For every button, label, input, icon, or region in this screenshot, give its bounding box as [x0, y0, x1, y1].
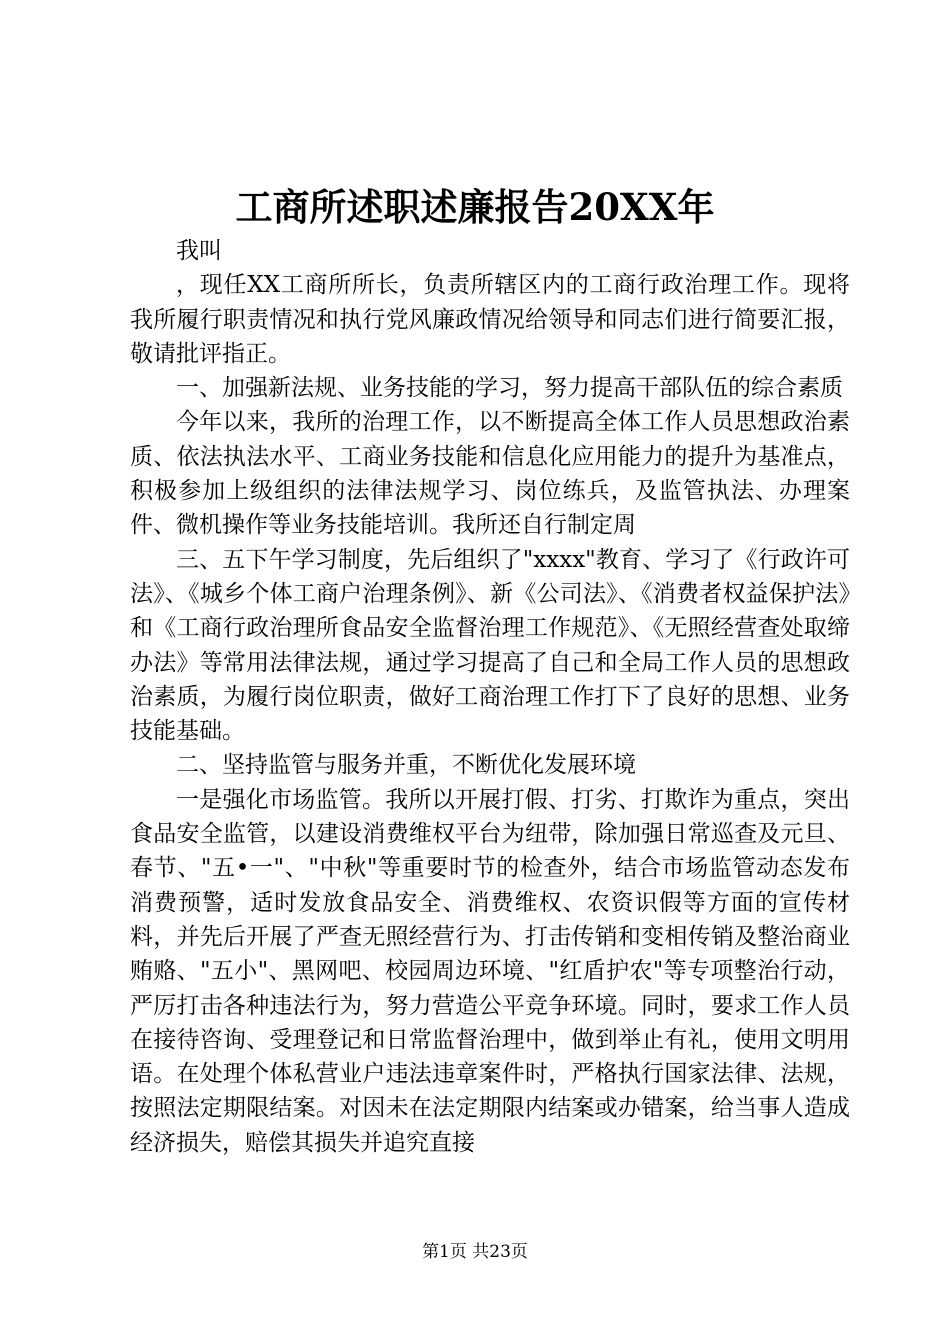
document-title: 工商所述职述廉报告20XX年	[235, 185, 715, 229]
paragraph-study: 今年以来，我所的治理工作，以不断提高全体工作人员思想政治素质、依法执法水平、工商业务技能和信息化应用能力的提升为基准点，积极参加上级组织的法律法规学习、岗位练兵，及监管执法、办理案件、微机操作等业务技能培训。我所还自行制定周	[130, 409, 850, 539]
paragraph-market-supervision: 一是强化市场监管。我所以开展打假、打劣、打欺诈为重点，突出食品安全监管，以建设消费维权平台为纽带，除加强日常巡查及元旦、春节、"五•一"、"中秋"等重要时节的检查外，结合市场监管动态发布消费预警，适时发放食品安全、消费维权、农资识假等方面的宣传材料，并先后开展了严查无照经营行为、打击传销和变相传销及整治商业贿赂、"五小"、黑网吧、校园周边环境、"红盾护农"等专项整治行动，严厉打击各种违法行为，努力营造公平竞争环境。同时，要求工作人员在接待咨询、受理登记和日常监督治理中，做到举止有礼，使用文明用语。在处理个体私营业户违法违章案件时，严格执行国家法律、法规，按照法定期限结案。对因未在法定期限内结案或办错案，给当事人造成经济损失，赔偿其损失并追究直接	[130, 786, 850, 1156]
paragraph-study-continued: 三、五下午学习制度，先后组织了"xxxx"教育、学习了《行政许可法》、《城乡个体工商户治理条例》、新《公司法》、《消费者权益保护法》和《工商行政治理所食品安全监督治理工作规范》、《无照经营查处取缔办法》等常用法律法规，通过学习提高了自己和全局工作人员的思想政治素质，为履行岗位职责，做好工商治理工作打下了良好的思想、业务技能基础。	[130, 546, 850, 745]
paragraph-greeting: 我叫	[176, 238, 222, 264]
page-number-footer: 第1页 共23页	[422, 1242, 528, 1262]
section-heading-2: 二、坚持监管与服务并重，不断优化发展环境	[176, 752, 636, 779]
paragraph-intro: ，现任XX工商所所长，负责所辖区内的工商行政治理工作。现将我所履行职责情况和执行党风廉政情况给领导和同志们进行简要汇报，敬请批评指正。	[130, 272, 850, 367]
document-body	[130, 234, 850, 1160]
section-heading-1: 一、加强新法规、业务技能的学习，努力提高干部队伍的综合素质	[176, 375, 843, 402]
